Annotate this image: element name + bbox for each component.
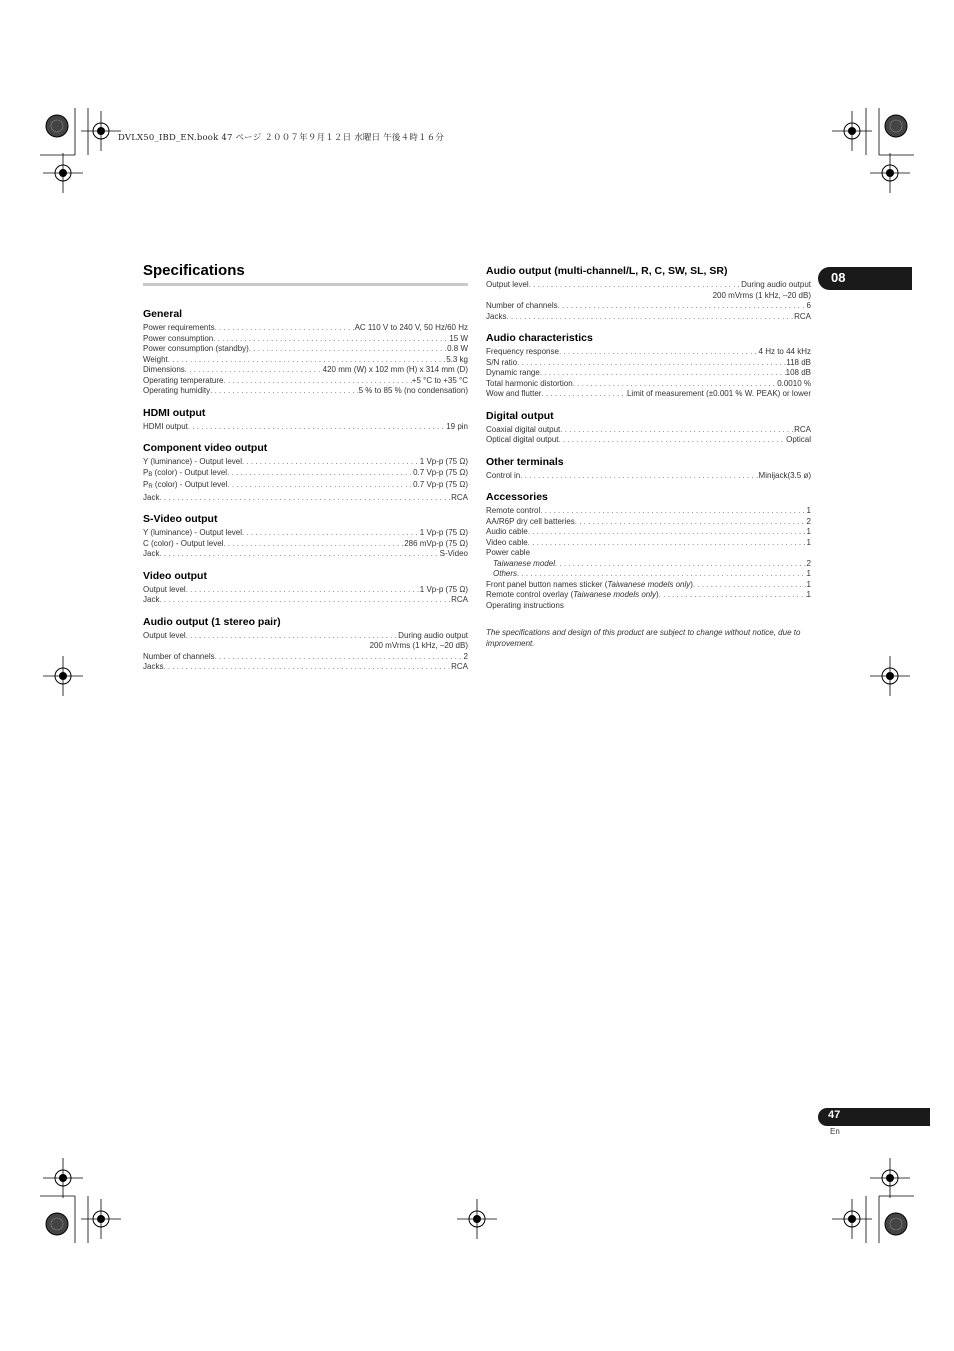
spec-value: 5.3 kg xyxy=(446,354,468,364)
leader-dots xyxy=(215,652,464,663)
spec-label-end: ) xyxy=(656,590,659,599)
spec-label: Power consumption xyxy=(143,333,214,343)
spec-row xyxy=(486,506,811,517)
section-heading: Digital output xyxy=(486,409,554,422)
spec-value: 118 dB xyxy=(786,357,811,367)
right-column xyxy=(486,265,811,649)
section-general xyxy=(143,308,468,397)
spec-label: Jack xyxy=(143,549,160,558)
spec-row xyxy=(143,323,468,334)
leader-dots xyxy=(227,480,413,493)
spec-value: 4 Hz to 44 kHz xyxy=(758,347,811,356)
spec-row xyxy=(486,425,811,436)
leader-dots xyxy=(520,471,758,482)
spec-row xyxy=(486,280,811,291)
page-number: 47 xyxy=(828,1109,841,1121)
section-other xyxy=(486,456,811,482)
spec-value: 0.7 Vp-p (75 Ω) xyxy=(413,480,468,489)
spec-value: During audio output xyxy=(741,280,811,289)
section-heading: S-Video output xyxy=(143,513,218,525)
leader-dots xyxy=(528,527,807,538)
spec-label: Number of channels xyxy=(486,301,558,310)
spec-row xyxy=(143,595,468,606)
spec-label: Coaxial digital output xyxy=(486,424,561,434)
leader-dots xyxy=(560,425,794,436)
spec-label xyxy=(143,480,227,493)
spec-row xyxy=(486,559,811,570)
leader-dots xyxy=(159,549,439,560)
spec-label: Output level xyxy=(143,584,186,594)
spec-label xyxy=(486,580,693,591)
spec-value: Limit of measurement (±0.001 % W. PEAK) or lower xyxy=(626,389,811,398)
leader-dots xyxy=(242,528,420,539)
section-heading: Other terminals xyxy=(486,455,564,468)
spec-label-prefix: P xyxy=(143,467,149,477)
spec-label: Y (luminance) - Output level xyxy=(143,457,243,466)
spec-row xyxy=(143,631,468,642)
spec-value: 1 xyxy=(806,590,811,599)
leader-dots xyxy=(215,323,355,334)
spec-value: RCA xyxy=(794,311,811,321)
spec-row xyxy=(486,517,811,528)
spec-value: 1 Vp-p (75 Ω) xyxy=(419,457,468,466)
spec-value: 5 % to 85 % (no condensation) xyxy=(358,386,468,395)
section-video xyxy=(143,570,468,606)
print-header: DVLX50_IBD_EN.book 47 ページ ２００７年９月１２日 水曜日 午後４時１６分 xyxy=(118,133,445,143)
spec-value: 1 xyxy=(806,506,811,515)
section-audio-multi xyxy=(486,265,811,322)
spec-label: Total harmonic distortion xyxy=(486,378,573,388)
spec-value: 1 xyxy=(806,527,811,536)
spec-row xyxy=(486,347,811,358)
spec-row xyxy=(143,662,468,673)
spec-label: Dynamic range xyxy=(486,368,540,377)
leader-dots xyxy=(159,493,451,504)
left-column xyxy=(143,308,468,683)
spec-value: RCA xyxy=(451,595,468,604)
spec-row xyxy=(143,528,468,539)
specs-note: The specifications and design of this product are subject to change without notice, due to improvement. xyxy=(486,628,801,648)
spec-label: Dimensions xyxy=(143,365,185,374)
spec-row xyxy=(143,468,468,481)
section-heading: Audio characteristics xyxy=(486,332,593,344)
section-svideo xyxy=(143,513,468,560)
section-heading: Component video output xyxy=(143,442,268,454)
leader-dots xyxy=(540,506,806,517)
leader-dots xyxy=(517,358,786,369)
spec-value: 2 xyxy=(463,651,468,661)
spec-value-continued: 200 mVrms (1 kHz, –20 dB) xyxy=(369,641,468,650)
spec-row xyxy=(143,422,468,433)
spec-row xyxy=(143,365,468,376)
spec-row xyxy=(486,435,811,446)
spec-label: Video cable xyxy=(486,537,528,547)
section-audio-char xyxy=(486,332,811,400)
spec-label: C (color) - Output level xyxy=(143,538,224,548)
spec-label: Taiwanese model xyxy=(493,558,555,568)
leader-dots xyxy=(188,422,446,433)
spec-label: Y (luminance) - Output level xyxy=(143,528,243,537)
spec-label: Wow and flutter xyxy=(486,389,542,398)
spec-label: Audio cable xyxy=(486,527,528,536)
spec-label: Number of channels xyxy=(143,651,215,661)
leader-dots xyxy=(517,569,807,580)
spec-label: Operating temperature xyxy=(143,375,224,385)
spec-row xyxy=(143,376,468,387)
leader-dots xyxy=(224,376,412,387)
spec-label: Optical digital output xyxy=(486,435,559,444)
language-code: En xyxy=(830,1127,840,1136)
power-cable-label: Power cable xyxy=(486,548,531,557)
spec-row xyxy=(486,538,811,549)
spec-row xyxy=(486,379,811,390)
spec-value: 0.8 W xyxy=(447,344,468,353)
spec-value: 1 Vp-p (75 Ω) xyxy=(419,584,468,594)
spec-row xyxy=(143,549,468,560)
spec-value: Optical xyxy=(786,435,811,444)
spec-value: Minijack(3.5 ø) xyxy=(758,470,811,480)
spec-row xyxy=(486,590,811,601)
spec-label: Jack xyxy=(143,492,160,502)
spec-row xyxy=(143,355,468,366)
leader-dots xyxy=(159,595,451,606)
spec-label xyxy=(486,590,659,601)
leader-dots xyxy=(163,662,451,673)
spec-value: RCA xyxy=(794,424,811,434)
operating-instructions: Operating instructions xyxy=(486,600,564,610)
spec-row xyxy=(486,312,811,323)
spec-label: Remote control xyxy=(486,506,541,515)
spec-value: AC 110 V to 240 V, 50 Hz/60 Hz xyxy=(354,323,468,332)
section-heading: Audio output (1 stereo pair) xyxy=(143,615,281,628)
spec-row xyxy=(143,480,468,493)
section-heading: Video output xyxy=(143,569,207,582)
spec-label-text: (color) - Output level xyxy=(152,480,228,489)
section-heading: Audio output (multi-channel/L, R, C, SW, SL, SR) xyxy=(486,265,728,277)
spec-label-end: ) xyxy=(690,579,693,589)
spec-row xyxy=(143,652,468,663)
title-rule xyxy=(143,283,468,286)
spec-row xyxy=(143,386,468,397)
section-heading: HDMI output xyxy=(143,406,206,419)
section-heading: Accessories xyxy=(486,491,548,503)
spec-value: 1 Vp-p (75 Ω) xyxy=(419,528,468,537)
spec-value: 1 xyxy=(806,537,811,547)
spec-label: Weight xyxy=(143,354,168,364)
leader-dots xyxy=(223,539,404,550)
spec-label: AA/R6P dry cell batteries xyxy=(486,516,575,526)
spec-value: 420 mm (W) x 102 mm (H) x 314 mm (D) xyxy=(322,365,468,374)
page-title: Specifications xyxy=(143,262,245,279)
leader-dots xyxy=(168,355,446,366)
spec-row xyxy=(486,358,811,369)
spec-row xyxy=(143,334,468,345)
leader-dots xyxy=(693,580,807,591)
spec-value: RCA xyxy=(451,492,468,502)
spec-label-prefix: P xyxy=(143,480,149,489)
spec-value: During audio output xyxy=(398,630,468,640)
spec-label: Jacks xyxy=(486,311,507,321)
section-audio-stereo xyxy=(143,616,468,673)
spec-row xyxy=(486,368,811,379)
section-component xyxy=(143,442,468,503)
spec-value: 2 xyxy=(806,558,811,568)
leader-dots xyxy=(242,457,420,468)
spec-label-text: Remote control overlay ( xyxy=(486,590,574,599)
leader-dots xyxy=(573,379,777,390)
leader-dots xyxy=(186,585,420,596)
spec-row xyxy=(486,301,811,312)
page-number-tab xyxy=(818,1108,930,1126)
spec-label-text: (color) - Output level xyxy=(152,467,228,477)
spec-row xyxy=(143,457,468,468)
section-hdmi xyxy=(143,407,468,433)
leader-dots xyxy=(659,590,807,601)
spec-row xyxy=(143,493,468,504)
spec-value: +5 °C to +35 °C xyxy=(411,375,468,385)
spec-value: S-Video xyxy=(439,549,468,558)
spec-label xyxy=(143,468,227,481)
spec-label: S/N ratio xyxy=(486,357,518,367)
spec-label-italic: Taiwanese models only xyxy=(573,590,657,599)
section-accessories xyxy=(486,491,811,611)
spec-row xyxy=(486,527,811,538)
leader-dots xyxy=(249,344,447,355)
spec-value: 2 xyxy=(806,516,811,526)
spec-label: Jacks xyxy=(143,662,164,671)
spec-row xyxy=(486,580,811,591)
leader-dots xyxy=(559,347,759,358)
section-digital xyxy=(486,410,811,446)
spec-row xyxy=(143,585,468,596)
leader-dots xyxy=(528,538,807,549)
chapter-tab xyxy=(818,267,912,290)
spec-label: Jack xyxy=(143,595,160,604)
leader-dots xyxy=(529,280,741,291)
spec-value: 0.0010 % xyxy=(777,378,811,388)
spec-value: 1 xyxy=(806,569,811,578)
spec-row xyxy=(143,539,468,550)
spec-value: 15 W xyxy=(449,333,468,343)
spec-value: 1 xyxy=(806,579,811,589)
spec-row xyxy=(486,389,811,400)
spec-label: Others xyxy=(493,569,518,578)
spec-row xyxy=(486,569,811,580)
spec-label: Frequency response xyxy=(486,347,559,356)
leader-dots xyxy=(555,559,807,570)
section-heading: General xyxy=(143,308,183,320)
spec-value-continued: 200 mVrms (1 kHz, –20 dB) xyxy=(712,290,811,300)
spec-value: RCA xyxy=(451,662,468,671)
spec-label: Operating humidity xyxy=(143,386,211,395)
leader-dots xyxy=(210,386,358,397)
leader-dots xyxy=(575,517,807,528)
spec-row xyxy=(486,471,811,482)
chapter-number: 08 xyxy=(831,270,846,285)
spec-value: 19 pin xyxy=(446,421,468,431)
spec-label-text: Front panel button names sticker ( xyxy=(486,579,608,589)
spec-value: 108 dB xyxy=(785,368,811,377)
spec-row xyxy=(143,344,468,355)
spec-label: Control in xyxy=(486,470,521,480)
spec-label: Power requirements xyxy=(143,323,215,332)
spec-label: Power consumption (standby) xyxy=(143,344,249,353)
leader-dots xyxy=(558,301,807,312)
spec-value: 286 mVp-p (75 Ω) xyxy=(404,538,468,548)
leader-dots xyxy=(227,468,413,481)
spec-label-sub: B xyxy=(148,471,153,478)
spec-label-sub: R xyxy=(148,484,153,490)
spec-label: Output level xyxy=(486,280,529,289)
spec-value: 6 xyxy=(806,301,811,310)
spec-label: Output level xyxy=(143,630,186,640)
leader-dots xyxy=(541,389,627,400)
leader-dots xyxy=(185,365,323,376)
leader-dots xyxy=(559,435,787,446)
spec-value: 0.7 Vp-p (75 Ω) xyxy=(413,467,468,477)
leader-dots xyxy=(540,368,786,379)
spec-label: HDMI output xyxy=(143,421,188,431)
spec-label-italic: Taiwanese models only xyxy=(607,579,691,589)
leader-dots xyxy=(213,334,449,345)
leader-dots xyxy=(506,312,794,323)
leader-dots xyxy=(186,631,398,642)
